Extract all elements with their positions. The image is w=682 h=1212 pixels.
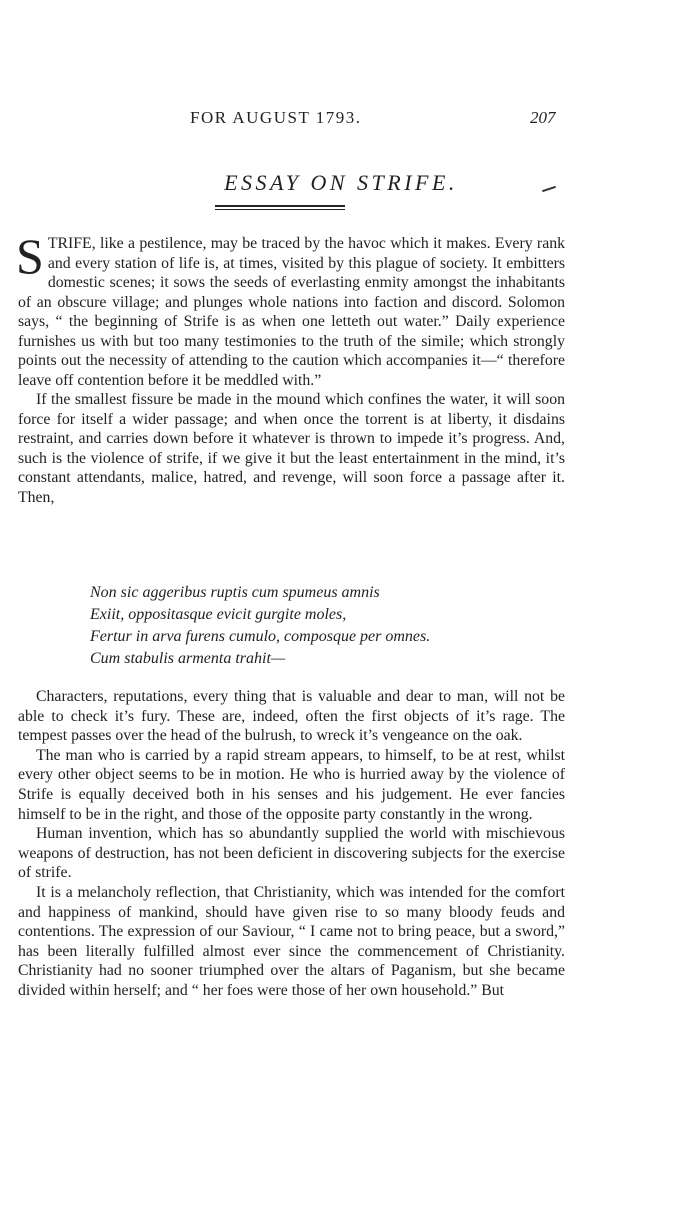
page-number: 207	[530, 108, 556, 127]
main-text	[18, 687, 565, 1001]
page-header	[0, 108, 682, 138]
verse-line: Cum stabulis armenta trahit—	[90, 650, 286, 667]
essay-title: ESSAY ON STRIFE.	[224, 170, 458, 195]
first-paragraph-text: TRIFE, like a pestilence, may be traced by the havoc which it makes. Every rank and every station of life is, at times, visited by this plague of society. It embitters domestic scenes; it sows the seeds of everlasting enmity amongst the inhabitants of an obscure village; and plunges whole nations into faction and discord. Solomon says, “ the beginning of Strife is as when one letteth out water.” Daily experience furnishes us with but too many testimonies to the truth of the simile; which strongly points out the necessity of attending to the caution which accompanies it—“ therefore leave off contention before it be meddled with.”	[18, 235, 565, 389]
paragraph: Human invention, which has so abundantly supplied the world with mischievous weapons of destruction, has not been deficient in discovering subjects for the exercise of strife.	[18, 825, 565, 882]
verse-line: Exiit, oppositasque evicit gurgite moles,	[90, 606, 347, 623]
verse-line: Non sic aggeribus ruptis cum spumeus amnis	[90, 584, 380, 601]
paragraph: Characters, reputations, every thing that is valuable and dear to man, will not be able to check it’s fury. These are, indeed, often the first objects of it’s rage. The tempest passes over the head of the bulrush, to wreck it’s vengeance on the oak.	[18, 688, 565, 745]
paragraph: It is a melancholy reflection, that Christianity, which was intended for the comfort and happiness of mankind, should have given rise to so many bloody feuds and contentions. The expression of our Saviour, “ I came not to bring peace, but a sword,” has been literally fulfilled almost ever since the commencement of Christianity. Christianity had no sooner triumphed over the altars of Paganism, but she became divided within herself; and “ her foes were those of her own household.” But	[18, 883, 565, 999]
second-paragraph: If the smallest fissure be made in the mound which confines the water, it will soon force for itself a wider passage; and when once the torrent is at liberty, it disdains restraint, and carries down before it whatever is thrown to impede it’s progress. And, such is the violence of strife, if we give it but the least entertainment in the mind, it’s constant attendants, malice, hatred, and revenge, will soon force a passage after it. Then,	[18, 391, 565, 506]
latin-verse	[90, 582, 430, 670]
verse-line: Fertur in arva furens cumulo, composque per omnes.	[90, 628, 431, 645]
intro-text	[16, 228, 565, 507]
running-head: FOR AUGUST 1793.	[190, 108, 362, 127]
first-paragraph	[16, 228, 565, 390]
drop-cap: S	[16, 228, 44, 284]
title-rule	[215, 205, 345, 210]
paragraph: The man who is carried by a rapid stream appears, to himself, to be at rest, whilst every other object seems to be in motion. He who is hurried away by the violence of Strife is equally deceived both in his senses and his judgement. He ever fancies himself to be in the right, and those of the opposite party constantly in the wrong.	[18, 746, 565, 823]
